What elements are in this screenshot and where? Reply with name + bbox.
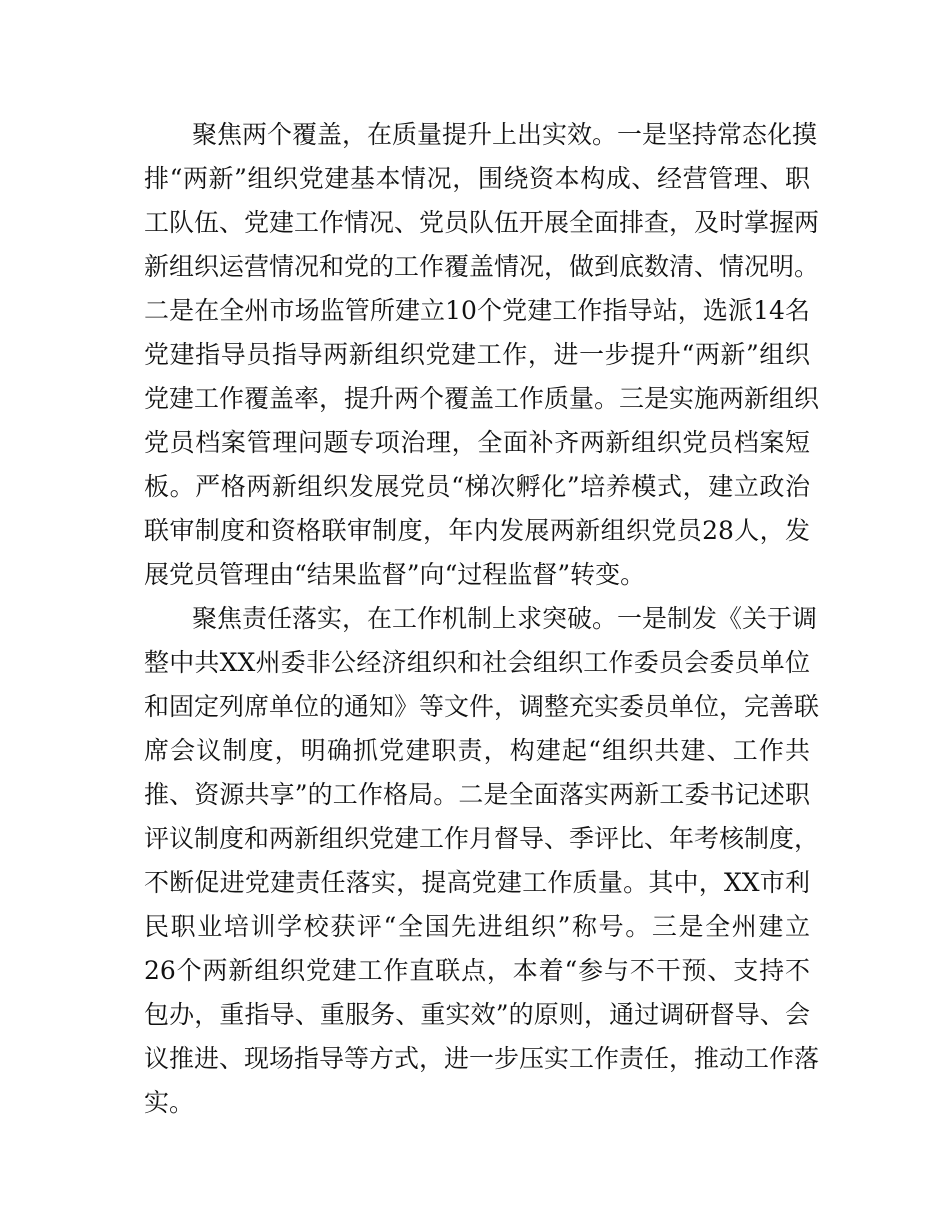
paragraph-1-line-7: 党建工作覆盖率，提升两个覆盖工作质量。三是实施两新组织 xyxy=(144,384,820,413)
paragraph-2-line-6: 评议制度和两新组织党建工作月督导、季评比、年考核制度， xyxy=(144,824,820,853)
paragraph-1-line-11: 展党员管理由“结果监督”向“过程监督”转变。 xyxy=(144,560,646,589)
paragraph-2-line-7: 不断促进党建责任落实，提高党建工作质量。其中，XX市利 xyxy=(144,868,810,897)
paragraph-2-line-12: 实。 xyxy=(144,1088,195,1117)
paragraph-1-line-10: 联审制度和资格联审制度，年内发展两新组织党员28人，发 xyxy=(144,516,810,545)
paragraph-2-line-3: 和固定列席单位的通知》等文件，调整充实委员单位，完善联 xyxy=(144,692,820,721)
paragraph-1-line-6: 党建指导员指导两新组织党建工作，进一步提升“两新”组织 xyxy=(144,340,810,369)
paragraph-1-line-3: 工队伍、党建工作情况、党员队伍开展全面排查，及时掌握两 xyxy=(144,208,820,237)
paragraph-2-line-1: 聚焦责任落实，在工作机制上求突破。一是制发《关于调 xyxy=(192,604,818,633)
paragraph-2-line-11: 议推进、现场指导等方式，进一步压实工作责任，推动工作落 xyxy=(144,1044,820,1073)
paragraph-1-line-2: 排“两新”组织党建基本情况，围绕资本构成、经营管理、职 xyxy=(144,164,810,193)
paragraph-1-line-5: 二是在全州市场监管所建立10个党建工作指导站，选派14名 xyxy=(144,296,810,325)
paragraph-2-line-9: 26个两新组织党建工作直联点，本着“参与不干预、支持不 xyxy=(144,956,810,985)
paragraph-2-line-8: 民职业培训学校获评“全国先进组织”称号。三是全州建立 xyxy=(144,912,810,941)
paragraph-1-line-1: 聚焦两个覆盖，在质量提升上出实效。一是坚持常态化摸 xyxy=(192,120,818,149)
paragraph-2-line-10: 包办，重指导、重服务、重实效”的原则，通过调研督导、会 xyxy=(144,1000,810,1029)
paragraph-2-line-4: 席会议制度，明确抓党建职责，构建起“组织共建、工作共 xyxy=(144,736,810,765)
paragraph-1-line-4: 新组织运营情况和党的工作覆盖情况，做到底数清、情况明。 xyxy=(144,252,820,281)
paragraph-1-line-8: 党员档案管理问题专项治理，全面补齐两新组织党员档案短 xyxy=(144,428,810,457)
paragraph-2-line-2: 整中共XX州委非公经济组织和社会组织工作委员会委员单位 xyxy=(144,648,810,677)
paragraph-1-line-9: 板。严格两新组织发展党员“梯次孵化”培养模式，建立政治 xyxy=(144,472,810,501)
paragraph-2-line-5: 推、资源共享”的工作格局。二是全面落实两新工委书记述职 xyxy=(144,780,810,809)
